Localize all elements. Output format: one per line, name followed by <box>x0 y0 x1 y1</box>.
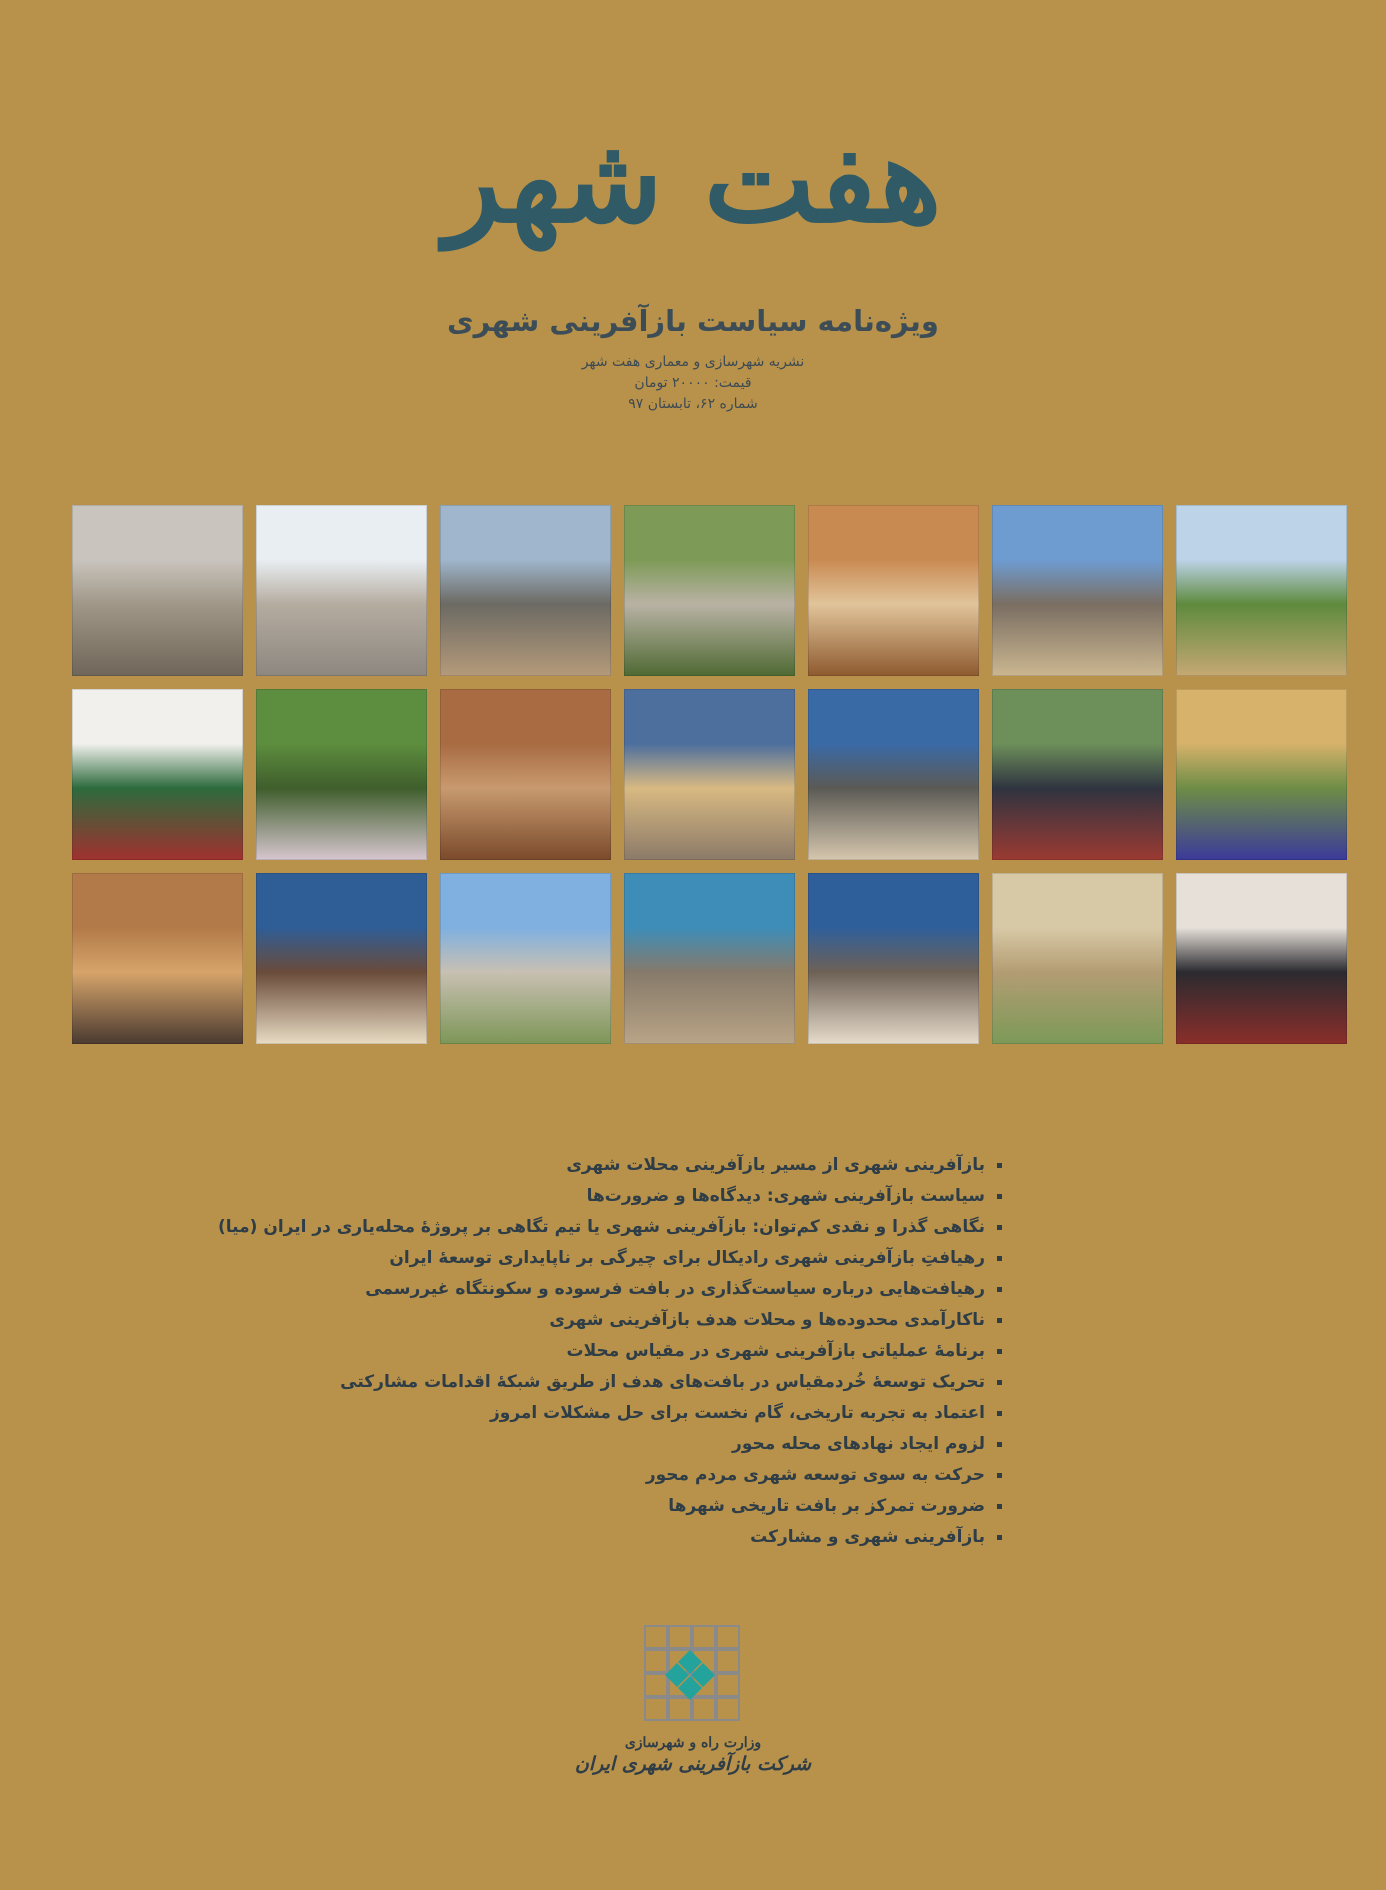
toc-item <box>242 1460 1002 1491</box>
photo-site-model <box>992 873 1163 1044</box>
toc-item <box>242 1336 1002 1367</box>
issue-number: شماره ۶۲، تابستان ۹۷ <box>628 396 758 412</box>
issue-subtitle: ویژه‌نامه سیاست بازآفرینی شهری <box>447 304 939 338</box>
toc-item <box>242 1367 1002 1398</box>
toc-item <box>242 1491 1002 1522</box>
logo-grid-cell <box>717 1698 739 1720</box>
toc-item-text: ضرورت تمرکز بر بافت تاریخی شهرها <box>668 1496 985 1516</box>
photo-clock-tower <box>440 505 611 676</box>
photo-night-alley <box>256 873 427 1044</box>
toc-item <box>242 1150 1002 1181</box>
logo-grid-cell <box>717 1626 739 1648</box>
toc-item-text: حرکت به سوی توسعه شهری مردم محور <box>645 1465 985 1485</box>
magazine-logo-title: هفت شهر <box>444 110 942 249</box>
photo-crowd-gathering <box>992 689 1163 860</box>
bullet-icon <box>997 1163 1002 1168</box>
photo-grid <box>72 505 1348 1044</box>
toc-item-text: برنامهٔ عملیاتی بازآفرینی شهری در مقیاس محلات <box>566 1341 985 1361</box>
bullet-icon <box>997 1287 1002 1292</box>
photo-stained-glass-windows <box>72 689 243 860</box>
photo-evening-square <box>624 689 795 860</box>
logo-grid-cell <box>645 1674 667 1696</box>
photo-arched-corridor <box>808 505 979 676</box>
publisher-block <box>0 1625 1386 1775</box>
ministry-name: وزارت راه و شهرسازی <box>624 1735 762 1751</box>
photo-hillside-park <box>440 873 611 1044</box>
toc-item-text: تحریک توسعهٔ خُردمقیاس در بافت‌های هدف از طریق شبکهٔ اقدامات مشارکتی <box>340 1372 985 1392</box>
photo-historic-houses <box>992 505 1163 676</box>
toc-item <box>242 1181 1002 1212</box>
masthead <box>0 110 1386 250</box>
photo-courtyard-mansion <box>1176 505 1347 676</box>
photo-coastal-town <box>624 873 795 1044</box>
bullet-icon <box>997 1442 1002 1447</box>
publication-name: نشریه شهرسازی و معماری هفت شهر <box>581 354 805 370</box>
toc-item <box>242 1305 1002 1336</box>
bullet-icon <box>997 1225 1002 1230</box>
photo-night-courtyard <box>808 873 979 1044</box>
photo-bazaar-arcade <box>72 873 243 1044</box>
photo-pedestrian-street <box>256 505 427 676</box>
photo-ceremony-hall <box>1176 873 1347 1044</box>
logo-grid-cell <box>645 1626 667 1648</box>
photo-park-path <box>624 505 795 676</box>
bullet-icon <box>997 1194 1002 1199</box>
logo-grid-cell <box>645 1650 667 1672</box>
logo-grid-cell <box>717 1650 739 1672</box>
bullet-icon <box>997 1256 1002 1261</box>
photo-domed-cisterns <box>808 689 979 860</box>
toc-item <box>242 1243 1002 1274</box>
toc-item <box>242 1522 1002 1553</box>
table-of-contents <box>218 1150 1002 1553</box>
toc-item-text: ناکارآمدی محدوده‌ها و محلات هدف بازآفرینی شهری <box>549 1310 985 1330</box>
toc-item-text: سیاست بازآفرینی شهری: دیدگاه‌ها و ضرورت‌ها <box>586 1186 985 1206</box>
bullet-icon <box>997 1349 1002 1354</box>
toc-item <box>218 1212 1002 1243</box>
bullet-icon <box>997 1535 1002 1540</box>
photo-street-tree <box>72 505 243 676</box>
issue-price: قیمت: ۲۰۰۰۰ تومان <box>634 375 752 391</box>
toc-item <box>242 1274 1002 1305</box>
toc-item-text: بازآفرینی شهری و مشارکت <box>750 1527 985 1547</box>
photo-flower-garden <box>256 689 427 860</box>
logo-grid-cell <box>669 1698 691 1720</box>
logo-grid-cell <box>693 1698 715 1720</box>
toc-item <box>242 1398 1002 1429</box>
toc-item-text: اعتماد به تجربه تاریخی، گام نخست برای حل مشکلات امروز <box>489 1403 985 1423</box>
logo-grid-cell <box>717 1674 739 1696</box>
photo-iris-flowers <box>1176 689 1347 860</box>
toc-item <box>242 1429 1002 1460</box>
photo-brick-facade <box>440 689 611 860</box>
toc-item-text: نگاهی گذرا و نقدی کم‌توان: بازآفرینی شهری یا تیم تگاهی بر پروژهٔ محله‌یاری در ایران (میا) <box>218 1217 985 1237</box>
bullet-icon <box>997 1318 1002 1323</box>
logo-grid-cell <box>693 1626 715 1648</box>
company-name: شرکت بازآفرینی شهری ایران <box>574 1753 812 1775</box>
issue-meta <box>0 352 1386 415</box>
bullet-icon <box>997 1411 1002 1416</box>
logo-grid-cell <box>645 1698 667 1720</box>
bullet-icon <box>997 1504 1002 1509</box>
logo-grid-cell <box>669 1626 691 1648</box>
toc-item-text: بازآفرینی شهری از مسیر بازآفرینی محلات شهری <box>566 1155 985 1175</box>
toc-item-text: رهیافت‌هایی درباره سیاست‌گذاری در بافت فرسوده و سکونتگاه غیررسمی <box>365 1279 985 1299</box>
bullet-icon <box>997 1380 1002 1385</box>
toc-item-text: رهیافتِ بازآفرینی شهری رادیکال برای چیرگی بر ناپایداری توسعهٔ ایران <box>389 1248 985 1268</box>
toc-item-text: لزوم ایجاد نهادهای محله محور <box>732 1434 985 1454</box>
publisher-logo <box>644 1625 742 1723</box>
bullet-icon <box>997 1473 1002 1478</box>
